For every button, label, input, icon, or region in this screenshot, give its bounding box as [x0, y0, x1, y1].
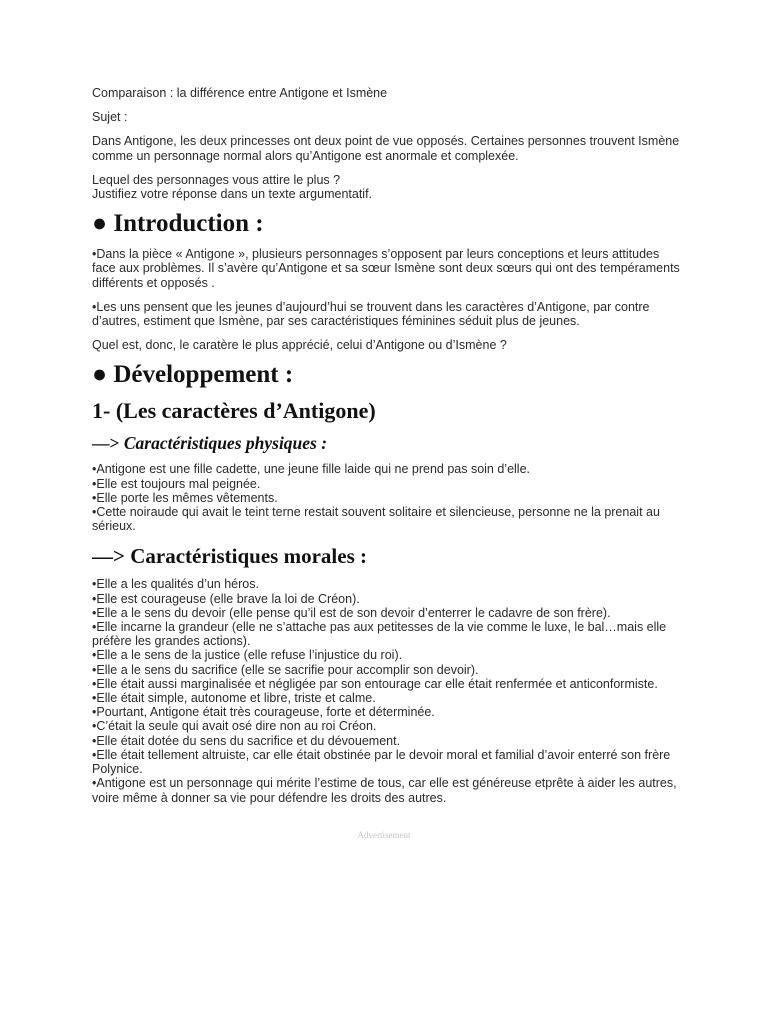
list-item: •C’était la seule qui avait osé dire non au roi Créon.: [92, 719, 377, 734]
physiques-label: Caractéristiques physiques :: [123, 433, 328, 454]
introduction-heading: ● Introduction :: [92, 210, 264, 238]
list-item: •Elle a le sens du devoir (elle pense qu’il est de son devoir d’enterrer le cadavre de son frère).: [92, 605, 611, 620]
list-item: •Antigone est un personnage qui mérite l’estime de tous, car elle est généreuse etprête à aider les autres, voire même à donner sa vie pour défendre les droits des autres.: [92, 776, 677, 805]
list-item: •Elle est toujours mal peignée.: [92, 476, 261, 491]
physiques-list: [92, 462, 680, 533]
intro-paragraph-1: •Dans la pièce « Antigone », plusieurs personnages s’opposent par leurs conceptions et leurs attitudes face aux problèmes. Il s’avère qu’Antigone et sa sœur Ismène sont deux sœurs qui ont des tempéraments différents et opposés .: [92, 247, 680, 290]
morales-heading: —> Caractéristiques morales :: [92, 544, 367, 569]
list-item: •Elle porte les mêmes vêtements.: [92, 490, 278, 505]
list-item: •Pourtant, Antigone était très courageuse, forte et déterminée.: [92, 705, 435, 720]
list-item: •Elle incarne la grandeur (elle ne s’attache pas aux petitesses de la vie comme le luxe, le bal…mais elle préfère les grandes actions).: [92, 620, 667, 649]
physiques-heading: [92, 432, 680, 454]
developpement-heading: ● Développement :: [92, 361, 294, 389]
list-item: •Elle a les qualités d’un héros.: [92, 577, 259, 592]
morales-list: [92, 577, 680, 804]
sujet-text: Dans Antigone, les deux princesses ont deux point de vue opposés. Certaines personnes trouvent Ismène comme un personnage normal alors qu’Antigone est anormale et complexée.: [92, 134, 680, 163]
arrow-symbol: —>: [92, 433, 124, 454]
list-item: •Elle a le sens de la justice (elle refuse l’injustice du roi).: [92, 648, 403, 663]
question-line-2: Justifiez votre réponse dans un texte argumentatif.: [92, 187, 373, 202]
list-item: •Elle était dotée du sens du sacrifice et du dévouement.: [92, 733, 401, 748]
list-item: •Elle était simple, autonome et libre, triste et calme.: [92, 691, 376, 706]
list-item: •Elle est courageuse (elle brave la loi de Créon).: [92, 591, 360, 606]
list-item: •Elle était aussi marginalisée et négligée par son entourage car elle était renfermée et anticonformiste.: [92, 676, 658, 691]
list-item: •Elle a le sens du sacrifice (elle se sacrifie pour accomplir son devoir).: [92, 662, 479, 677]
document-page: [92, 86, 680, 805]
question-text: [92, 173, 680, 201]
question-line-1: Lequel des personnages vous attire le plus ?: [92, 172, 341, 187]
intro-paragraph-2: •Les uns pensent que les jeunes d’aujourd’hui se trouvent dans les caractères d’Antigone, par contre d’autres, estiment que Ismène, par ses caractéristiques féminines séduit plus de jeunes.: [92, 299, 650, 329]
advertisement-label: Advertisement: [357, 830, 411, 840]
section-heading-antigone: 1- (Les caractères d’Antigone): [92, 398, 376, 424]
intro-question: Quel est, donc, le caratère le plus apprécié, celui d’Antigone ou d’Ismène ?: [92, 338, 507, 353]
list-item: •Cette noiraude qui avait le teint terne restait souvent solitaire et silencieuse, personne ne la prenait au sérieux.: [92, 505, 660, 534]
list-item: •Elle était tellement altruiste, car elle était obstinée par le devoir moral et familial d’avoir enterré son frère Polynice.: [92, 747, 671, 777]
document-title: Comparaison : la différence entre Antigone et Ismène: [92, 86, 388, 100]
sujet-label: Sujet :: [92, 110, 128, 125]
list-item: •Antigone est une fille cadette, une jeune fille laide qui ne prend pas soin d’elle.: [92, 462, 531, 477]
